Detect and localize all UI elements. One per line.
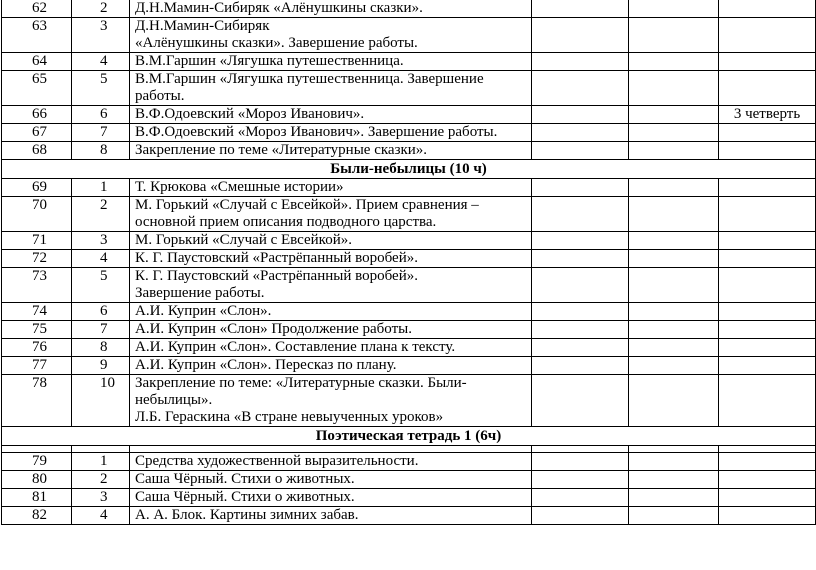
lesson-number-cell: 73 bbox=[2, 268, 72, 303]
lesson-topic-cell: К. Г. Паустовский «Растрёпанный воробей». Завершение работы. bbox=[130, 268, 532, 303]
section-title: Поэтическая тетрадь 1 (6ч) bbox=[2, 427, 816, 446]
date-plan-cell bbox=[532, 268, 629, 303]
lesson-index-cell: 1 bbox=[72, 453, 130, 471]
lesson-number-cell: 78 bbox=[2, 375, 72, 427]
date-plan-cell bbox=[532, 321, 629, 339]
lesson-topic-cell: М. Горький «Случай с Евсейкой». bbox=[130, 232, 532, 250]
date-plan-cell bbox=[532, 142, 629, 160]
date-fact-cell bbox=[629, 124, 719, 142]
date-plan-cell bbox=[532, 232, 629, 250]
lesson-topic-cell: Д.Н.Мамин-Сибиряк «Алёнушкины сказки». bbox=[130, 0, 532, 18]
note-cell bbox=[719, 453, 816, 471]
lesson-topic-cell: Закрепление по теме «Литературные сказки». bbox=[130, 142, 532, 160]
table-row bbox=[2, 471, 816, 489]
note-cell bbox=[719, 375, 816, 427]
lesson-number-cell: 69 bbox=[2, 179, 72, 197]
date-plan-cell bbox=[532, 0, 629, 18]
lesson-topic-cell: Д.Н.Мамин-Сибиряк «Алёнушкины сказки». Завершение работы. bbox=[130, 18, 532, 53]
date-plan-cell bbox=[532, 453, 629, 471]
date-fact-cell bbox=[629, 453, 719, 471]
date-plan-cell bbox=[532, 250, 629, 268]
table-row bbox=[2, 106, 816, 124]
date-fact-cell bbox=[629, 357, 719, 375]
date-plan-cell bbox=[532, 471, 629, 489]
date-plan-cell bbox=[532, 53, 629, 71]
empty-cell bbox=[2, 446, 72, 453]
empty-cell bbox=[72, 446, 130, 453]
lesson-index-cell: 4 bbox=[72, 507, 130, 525]
note-cell bbox=[719, 53, 816, 71]
date-plan-cell bbox=[532, 197, 629, 232]
lesson-number-cell: 68 bbox=[2, 142, 72, 160]
lesson-topic-cell: А.И. Куприн «Слон». Пересказ по плану. bbox=[130, 357, 532, 375]
table-row bbox=[2, 232, 816, 250]
lesson-topic-cell: А.И. Куприн «Слон». Составление плана к тексту. bbox=[130, 339, 532, 357]
lesson-number-cell: 81 bbox=[2, 489, 72, 507]
separator-row bbox=[2, 446, 816, 453]
lesson-index-cell: 5 bbox=[72, 71, 130, 106]
empty-cell bbox=[130, 446, 532, 453]
lesson-number-cell: 63 bbox=[2, 18, 72, 53]
table-row bbox=[2, 18, 816, 53]
date-plan-cell bbox=[532, 507, 629, 525]
date-plan-cell bbox=[532, 357, 629, 375]
lesson-number-cell: 62 bbox=[2, 0, 72, 18]
lesson-number-cell: 71 bbox=[2, 232, 72, 250]
note-cell bbox=[719, 489, 816, 507]
date-fact-cell bbox=[629, 303, 719, 321]
note-cell bbox=[719, 321, 816, 339]
table-row bbox=[2, 71, 816, 106]
date-fact-cell bbox=[629, 179, 719, 197]
lesson-index-cell: 2 bbox=[72, 471, 130, 489]
date-fact-cell bbox=[629, 375, 719, 427]
note-cell: 3 четверть bbox=[719, 106, 816, 124]
table-row bbox=[2, 489, 816, 507]
note-cell bbox=[719, 197, 816, 232]
date-fact-cell bbox=[629, 507, 719, 525]
lesson-index-cell: 6 bbox=[72, 106, 130, 124]
date-plan-cell bbox=[532, 179, 629, 197]
lesson-topic-cell: Саша Чёрный. Стихи о животных. bbox=[130, 471, 532, 489]
lesson-number-cell: 76 bbox=[2, 339, 72, 357]
lesson-number-cell: 79 bbox=[2, 453, 72, 471]
table-row bbox=[2, 0, 816, 18]
date-fact-cell bbox=[629, 339, 719, 357]
lesson-number-cell: 72 bbox=[2, 250, 72, 268]
lesson-index-cell: 6 bbox=[72, 303, 130, 321]
lesson-number-cell: 80 bbox=[2, 471, 72, 489]
date-plan-cell bbox=[532, 489, 629, 507]
note-cell bbox=[719, 357, 816, 375]
table-row bbox=[2, 250, 816, 268]
lesson-number-cell: 82 bbox=[2, 507, 72, 525]
section-title: Были-небылицы (10 ч) bbox=[2, 160, 816, 179]
table-row bbox=[2, 321, 816, 339]
lesson-index-cell: 3 bbox=[72, 232, 130, 250]
lesson-index-cell: 5 bbox=[72, 268, 130, 303]
lesson-number-cell: 64 bbox=[2, 53, 72, 71]
note-cell bbox=[719, 507, 816, 525]
lesson-index-cell: 8 bbox=[72, 142, 130, 160]
note-cell bbox=[719, 0, 816, 18]
date-plan-cell bbox=[532, 18, 629, 53]
lesson-topic-cell: В.М.Гаршин «Лягушка путешественница. bbox=[130, 53, 532, 71]
table-row bbox=[2, 197, 816, 232]
date-plan-cell bbox=[532, 339, 629, 357]
lesson-index-cell: 7 bbox=[72, 321, 130, 339]
lesson-topic-cell: Средства художественной выразительности. bbox=[130, 453, 532, 471]
lesson-topic-cell: Саша Чёрный. Стихи о животных. bbox=[130, 489, 532, 507]
lesson-topic-cell: В.М.Гаршин «Лягушка путешественница. Завершение работы. bbox=[130, 71, 532, 106]
note-cell bbox=[719, 71, 816, 106]
lesson-index-cell: 9 bbox=[72, 357, 130, 375]
note-cell bbox=[719, 303, 816, 321]
lesson-index-cell: 4 bbox=[72, 53, 130, 71]
date-fact-cell bbox=[629, 321, 719, 339]
lesson-number-cell: 74 bbox=[2, 303, 72, 321]
date-fact-cell bbox=[629, 471, 719, 489]
lesson-index-cell: 10 bbox=[72, 375, 130, 427]
lesson-topic-cell: А.И. Куприн «Слон» Продолжение работы. bbox=[130, 321, 532, 339]
lesson-topic-cell: К. Г. Паустовский «Растрёпанный воробей». bbox=[130, 250, 532, 268]
date-fact-cell bbox=[629, 71, 719, 106]
date-fact-cell bbox=[629, 197, 719, 232]
note-cell bbox=[719, 339, 816, 357]
lesson-index-cell: 1 bbox=[72, 179, 130, 197]
table-row bbox=[2, 303, 816, 321]
empty-cell bbox=[629, 446, 719, 453]
table-row bbox=[2, 179, 816, 197]
lesson-index-cell: 8 bbox=[72, 339, 130, 357]
date-plan-cell bbox=[532, 106, 629, 124]
section-header-row bbox=[2, 160, 816, 179]
date-fact-cell bbox=[629, 53, 719, 71]
note-cell bbox=[719, 18, 816, 53]
table-row bbox=[2, 375, 816, 427]
date-fact-cell bbox=[629, 489, 719, 507]
date-fact-cell bbox=[629, 142, 719, 160]
lesson-topic-cell: М. Горький «Случай с Евсейкой». Прием сравнения – основной прием описания подводного царства. bbox=[130, 197, 532, 232]
lesson-number-cell: 67 bbox=[2, 124, 72, 142]
empty-cell bbox=[532, 446, 629, 453]
lesson-topic-cell: А. А. Блок. Картины зимних забав. bbox=[130, 507, 532, 525]
date-plan-cell bbox=[532, 124, 629, 142]
table-row bbox=[2, 142, 816, 160]
note-cell bbox=[719, 232, 816, 250]
date-fact-cell bbox=[629, 250, 719, 268]
lesson-topic-cell: А.И. Куприн «Слон». bbox=[130, 303, 532, 321]
note-cell bbox=[719, 268, 816, 303]
lesson-topic-cell: Т. Крюкова «Смешные истории» bbox=[130, 179, 532, 197]
lesson-index-cell: 2 bbox=[72, 197, 130, 232]
table-row bbox=[2, 53, 816, 71]
lesson-number-cell: 77 bbox=[2, 357, 72, 375]
lesson-number-cell: 70 bbox=[2, 197, 72, 232]
table-row bbox=[2, 339, 816, 357]
table-row bbox=[2, 124, 816, 142]
note-cell bbox=[719, 179, 816, 197]
lesson-topic-cell: В.Ф.Одоевский «Мороз Иванович». bbox=[130, 106, 532, 124]
lesson-index-cell: 4 bbox=[72, 250, 130, 268]
lesson-index-cell: 2 bbox=[72, 0, 130, 18]
table-row bbox=[2, 357, 816, 375]
table-row bbox=[2, 268, 816, 303]
lesson-plan-table bbox=[1, 0, 816, 525]
lesson-topic-cell: Закрепление по теме: «Литературные сказки. Были- небылицы». Л.Б. Гераскина «В стране невыученных уроков» bbox=[130, 375, 532, 427]
lesson-number-cell: 75 bbox=[2, 321, 72, 339]
date-plan-cell bbox=[532, 303, 629, 321]
date-fact-cell bbox=[629, 18, 719, 53]
empty-cell bbox=[719, 446, 816, 453]
date-fact-cell bbox=[629, 268, 719, 303]
date-fact-cell bbox=[629, 106, 719, 124]
lesson-index-cell: 3 bbox=[72, 18, 130, 53]
lesson-number-cell: 66 bbox=[2, 106, 72, 124]
date-fact-cell bbox=[629, 0, 719, 18]
table-row bbox=[2, 507, 816, 525]
note-cell bbox=[719, 142, 816, 160]
lesson-index-cell: 7 bbox=[72, 124, 130, 142]
note-cell bbox=[719, 124, 816, 142]
date-fact-cell bbox=[629, 232, 719, 250]
note-cell bbox=[719, 250, 816, 268]
lesson-topic-cell: В.Ф.Одоевский «Мороз Иванович». Завершение работы. bbox=[130, 124, 532, 142]
table-body bbox=[2, 0, 816, 525]
lesson-number-cell: 65 bbox=[2, 71, 72, 106]
lesson-index-cell: 3 bbox=[72, 489, 130, 507]
date-plan-cell bbox=[532, 375, 629, 427]
note-cell bbox=[719, 471, 816, 489]
date-plan-cell bbox=[532, 71, 629, 106]
table-row bbox=[2, 453, 816, 471]
section-header-row bbox=[2, 427, 816, 446]
